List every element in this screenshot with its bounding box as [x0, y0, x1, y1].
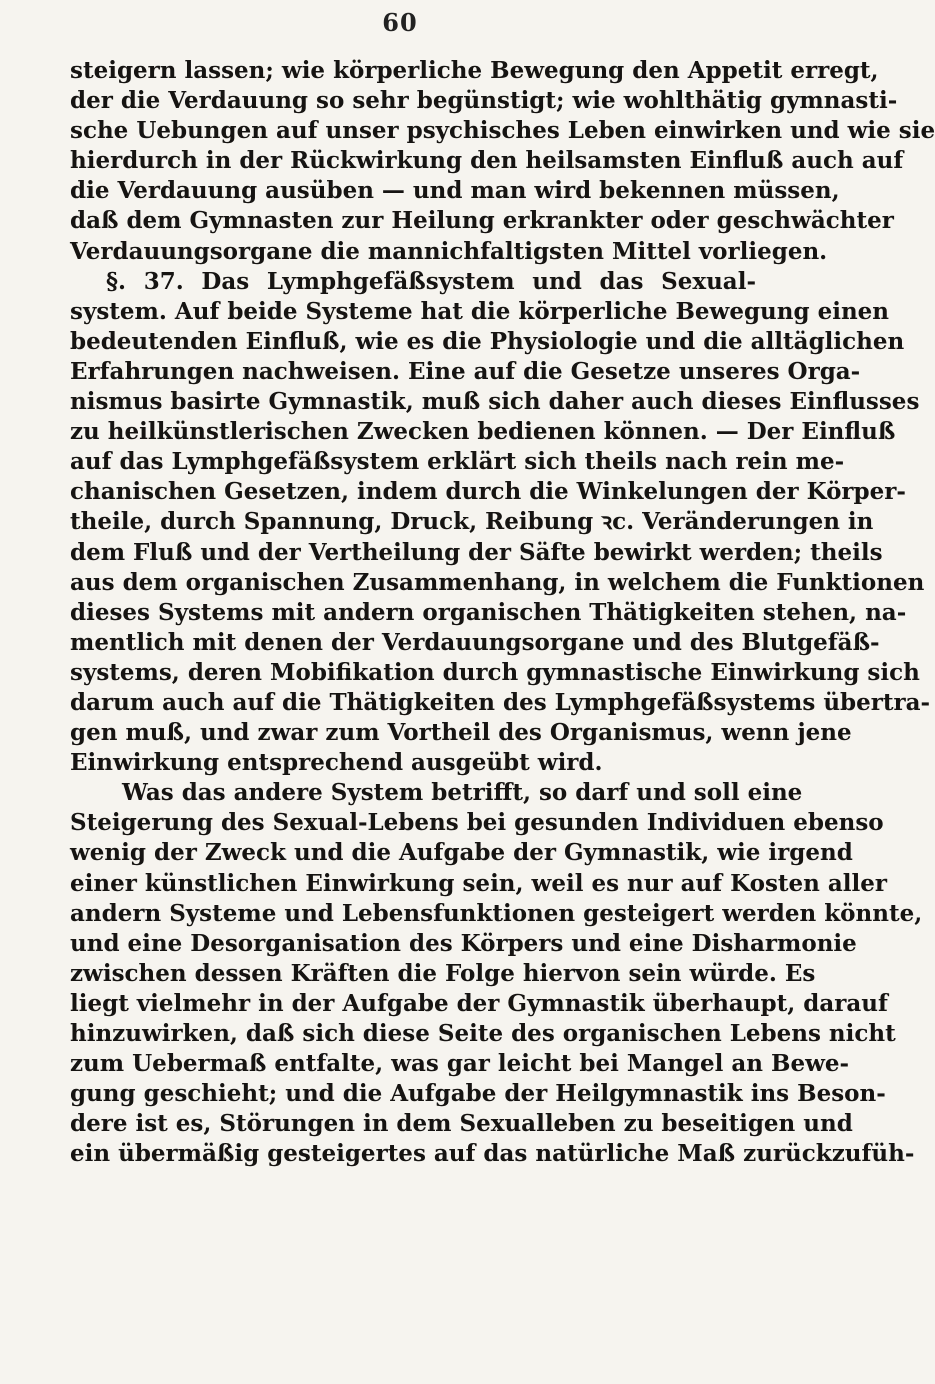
text-line: gung geschieht; und die Aufgabe der Heilgymnastik ins Beson-	[70, 1080, 886, 1108]
text-line: aus dem organischen Zusammenhang, in welchem die Funktionen	[70, 568, 925, 596]
text-line: daß dem Gymnasten zur Heilung erkrankter oder geschwächter	[70, 207, 894, 235]
text-line: hierdurch in der Rückwirkung den heilsamsten Einfluß auch auf	[70, 147, 904, 175]
text-line: zum Uebermaß entfalte, was gar leicht bei Mangel an Bewe-	[70, 1050, 850, 1078]
text-line: der die Verdauung so sehr begünstigt; wie wohlthätig gymnasti-	[70, 87, 898, 115]
text-line: Erfahrungen nachweisen. Eine auf die Gesetze unseres Orga-	[70, 357, 861, 385]
text-line: sche Uebungen auf unser psychisches Leben einwirken und wie sie	[70, 117, 935, 145]
section-heading-line: §. 37. Das Lymphgefäßsystem und das Sexual-	[106, 267, 756, 295]
text-line: liegt vielmehr in der Aufgabe der Gymnastik überhaupt, darauf	[70, 989, 888, 1017]
text-line: zwischen dessen Kräften die Folge hiervon sein würde. Es	[70, 959, 816, 987]
text-line: auf das Lymphgefäßsystem erklärt sich theils nach rein me-	[70, 448, 845, 476]
text-line: gen muß, und zwar zum Vortheil des Organismus, wenn jene	[70, 719, 852, 747]
text-line: nismus basirte Gymnastik, muß sich daher auch dieses Einflusses	[70, 388, 920, 416]
text-line: bedeutenden Einfluß, wie es die Physiologie und die alltäglichen	[70, 327, 905, 355]
text-line: Verdauungsorgane die mannichfaltigsten Mittel vorliegen.	[70, 237, 828, 265]
text-line: dieses Systems mit andern organischen Thätigkeiten stehen, na-	[70, 598, 907, 626]
text-line: Steigerung des Sexual-Lebens bei gesunden Individuen ebenso	[70, 809, 884, 837]
text-line: hinzuwirken, daß sich diese Seite des organischen Lebens nicht	[70, 1020, 896, 1047]
body-text	[70, 56, 935, 1169]
text-line: theile, durch Spannung, Druck, Reibung ꝛc. Veränderungen in	[70, 508, 874, 536]
text-line: ein übermäßig gesteigertes auf das natürliche Maß zurückzufüh-	[70, 1140, 915, 1168]
text-line: wenig der Zweck und die Aufgabe der Gymnastik, wie irgend	[70, 839, 853, 867]
text-line: zu heilkünstlerischen Zwecken bedienen können. — Der Einfluß	[70, 418, 896, 446]
text-line: einer künstlichen Einwirkung sein, weil es nur auf Kosten aller	[70, 869, 888, 897]
text-line: und eine Desorganisation des Körpers und eine Disharmonie	[70, 929, 857, 957]
text-line: chanischen Gesetzen, indem durch die Winkelungen der Körper-	[70, 478, 906, 506]
text-line: system. Auf beide Systeme hat die körperliche Bewegung einen	[70, 297, 890, 325]
text-line: andern Systeme und Lebensfunktionen gesteigert werden könnte,	[70, 899, 923, 927]
text-line: die Verdauung ausüben — und man wird bekennen müssen,	[70, 177, 840, 205]
text-line: dem Fluß und der Vertheilung der Säfte bewirkt werden; theils	[70, 538, 883, 566]
text-line: Einwirkung entsprechend ausgeübt wird.	[70, 749, 603, 777]
text-line: systems, deren Mobifikation durch gymnastische Einwirkung sich	[70, 658, 920, 686]
page-number: 60	[382, 8, 418, 37]
text-line: Was das andere System betrifft, so darf und soll eine	[122, 779, 803, 807]
text-line: mentlich mit denen der Verdauungsorgane und des Blutgefäß-	[70, 628, 880, 656]
text-line: steigern lassen; wie körperliche Bewegung den Appetit erregt,	[70, 57, 879, 84]
text-line: dere ist es, Störungen in dem Sexualleben zu beseitigen und	[70, 1110, 853, 1138]
text-line: darum auch auf die Thätigkeiten des Lymphgefäßsystems übertra-	[70, 688, 931, 716]
